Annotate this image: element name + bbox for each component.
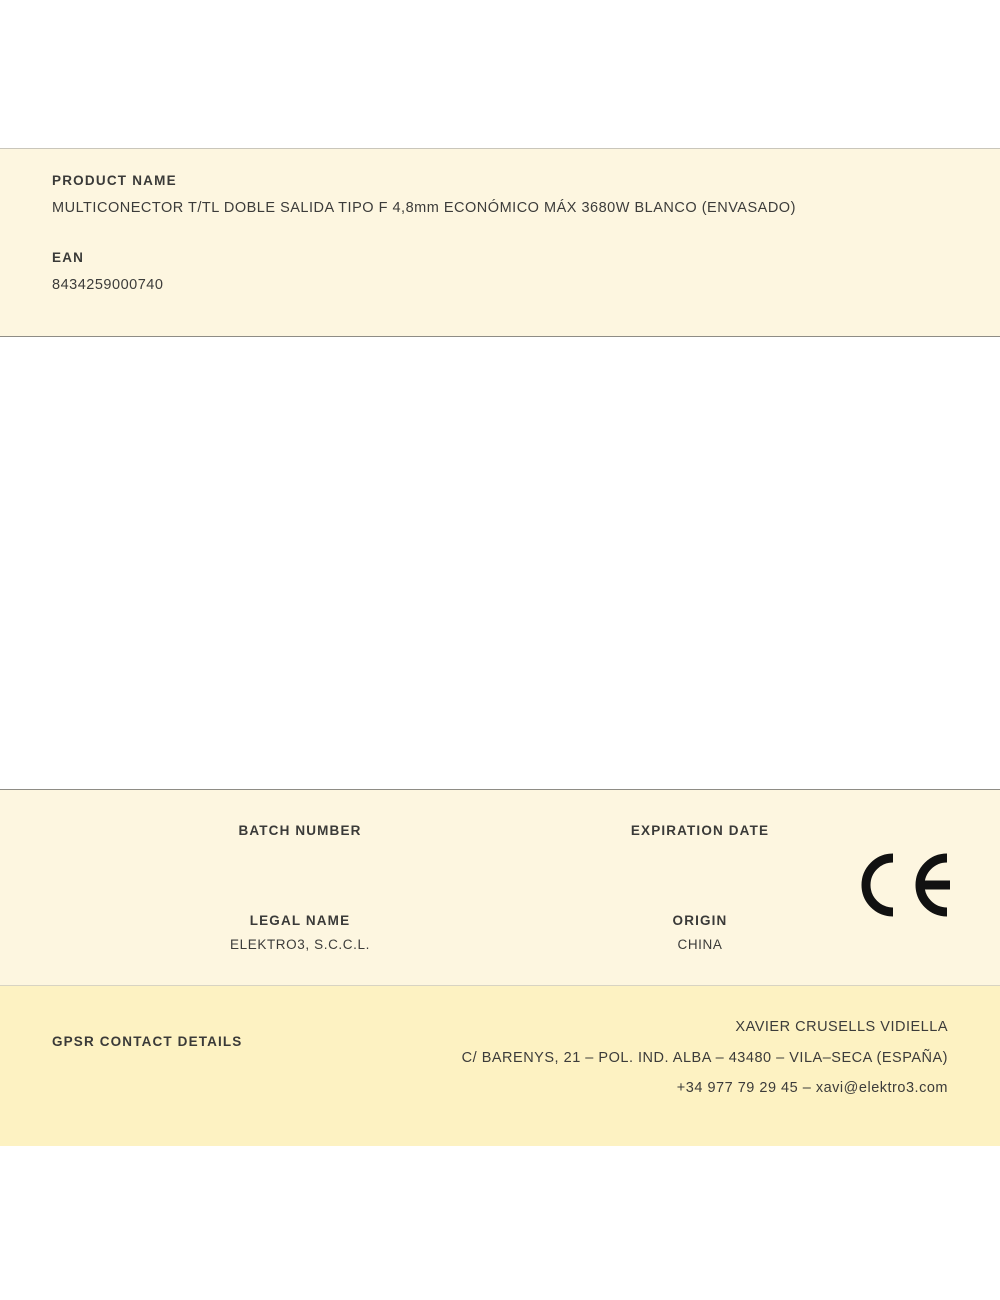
bottom-blank-area bbox=[0, 1146, 1000, 1300]
expiration-date-field bbox=[530, 823, 870, 847]
gpsr-contact-address: C/ BARENYS, 21 – POL. IND. ALBA – 43480 – VILA–SECA (ESPAÑA) bbox=[461, 1049, 948, 1066]
origin-label: ORIGIN bbox=[672, 913, 728, 928]
ean-label: EAN bbox=[52, 250, 85, 265]
ean-value: 8434259000740 bbox=[52, 277, 164, 293]
gpsr-contact-lines bbox=[462, 1018, 948, 1099]
legal-name-label: LEGAL NAME bbox=[249, 913, 351, 928]
ce-marking-icon bbox=[855, 850, 955, 920]
product-info-block bbox=[0, 148, 1000, 337]
origin-field bbox=[530, 913, 870, 952]
product-details-block bbox=[0, 789, 1000, 986]
gpsr-contact-phone-email: +34 977 79 29 45 – xavi@elektro3.com bbox=[676, 1080, 948, 1097]
field-spacer bbox=[52, 216, 948, 250]
legal-name-value: ELEKTRO3, S.C.C.L. bbox=[230, 937, 370, 952]
expiration-date-label: EXPIRATION DATE bbox=[630, 823, 770, 838]
origin-value: CHINA bbox=[677, 937, 723, 952]
details-grid bbox=[0, 790, 1000, 985]
gpsr-contact-label: GPSR CONTACT DETAILS bbox=[52, 1034, 243, 1049]
blank-content-area bbox=[0, 337, 1000, 789]
gpsr-contact-name: XAVIER CRUSELLS VIDIELLA bbox=[735, 1019, 948, 1035]
legal-name-field bbox=[130, 913, 470, 952]
product-info-inner bbox=[0, 149, 1000, 293]
gpsr-contact-block bbox=[0, 986, 1000, 1146]
batch-number-label: BATCH NUMBER bbox=[238, 823, 362, 838]
product-name-label: PRODUCT NAME bbox=[52, 173, 177, 188]
batch-number-field bbox=[130, 823, 470, 847]
product-name-value: MULTICONECTOR T/TL DOBLE SALIDA TIPO F 4,8mm ECONÓMICO MÁX 3680W BLANCO (ENVASADO) bbox=[52, 200, 796, 216]
